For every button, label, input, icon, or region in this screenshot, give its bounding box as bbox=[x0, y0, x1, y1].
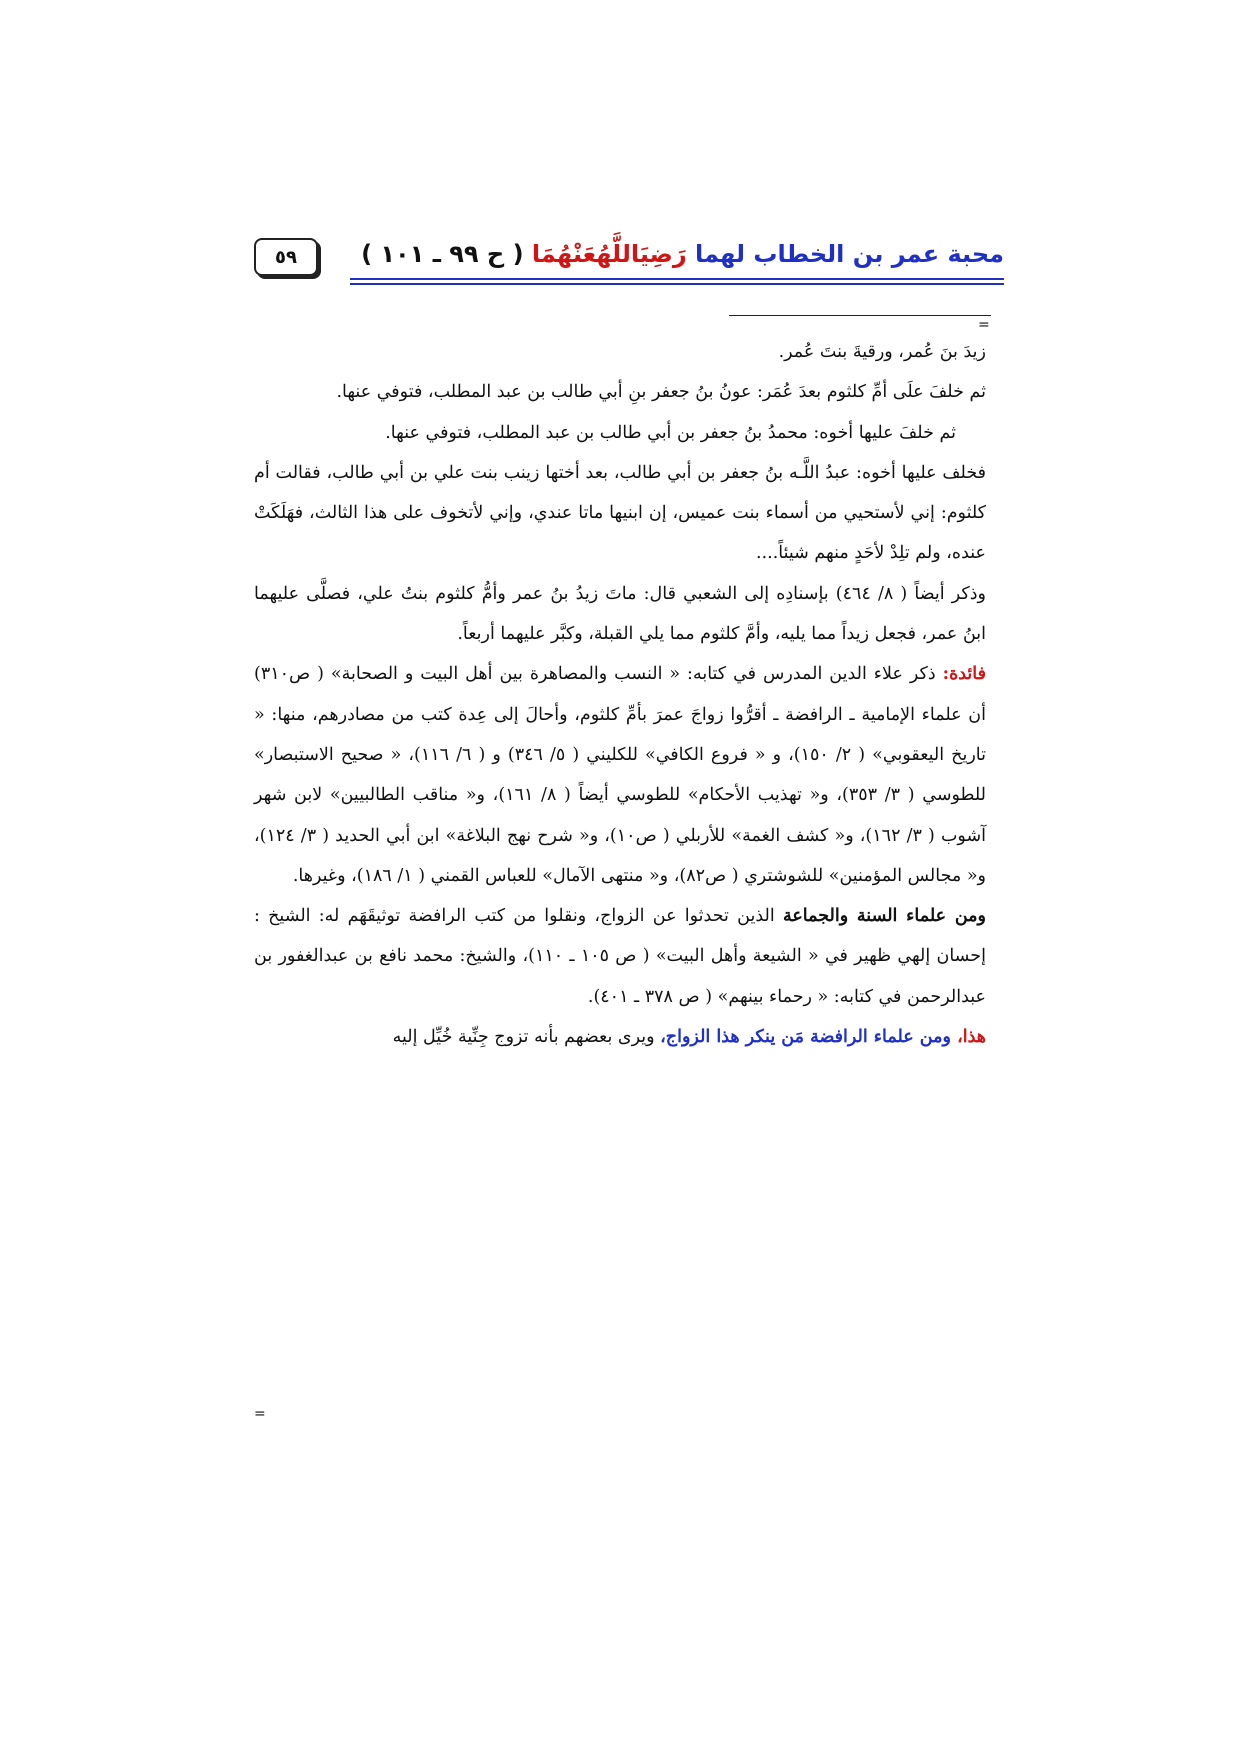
footnote-paragraph: ثم خلفَ علَى أمِّ كلثوم بعدَ عُمَر: عونُ بنُ جعفر بنِ أبي طالب بن عبد المطلب، فتوفي عنها. bbox=[336, 382, 986, 403]
footnote-separator bbox=[729, 315, 991, 316]
hadith-ref: ( ح ٩٩ ـ ١٠١ ) bbox=[361, 240, 524, 268]
hadha-label: هذا، bbox=[957, 1027, 986, 1048]
last-line-text: ويرى بعضهم بأنه تزوج جِنِّية خُيِّل إليه bbox=[392, 1027, 661, 1048]
footnote-paragraph: زيدَ بنَ عُمر، ورقيةَ بنتَ عُمر. bbox=[778, 342, 986, 362]
benefit-text: ذكر علاء الدين المدرس في كتابه: « النسب والمصاهرة بين أهل البيت و الصحابة» ( ص٣١٠) أن علماء الإمامية ـ الرافضة ـ أقرُّوا زواجَ عمرَ بأمِّ كلثوم، وأحالَ إلى عِدة كتب من مصادرهم، منها: « تاريخ اليعقوبي» ( ٢/ ١٥٠)، و « فروع الكافي» للكليني ( ٥/ ٣٤٦) و ( ٦/ ١١٦)، « صحيح الاستبصار» للطوسي ( ٣/ ٣٥٣)، و« تهذيب الأحكام» للطوسي أيضاً ( ٨/ ١٦١)، و« مناقب الطالبيين» لابن شهر آشوب ( ٣/ ١٦٢)، و« كشف الغمة» للأربلي ( ص١٠)، و« شرح نهج البلاغة» ابن أبي الحديد ( ٣/ ١٢٤)، و« مجالس المؤمنين» للشوشتري ( ص٨٢)، و« منتهى الآمال» للعباس القمني ( ١/ ١٨٦)، وغيرها. bbox=[254, 664, 986, 886]
header-rule-top bbox=[350, 278, 1004, 280]
footnote-paragraph: فخلف عليها أخوه: عبدُ اللَّـه بنُ جعفر بن أبي طالب، بعد أختها زينب بنت علي بن أبي طالب، فقالت أم كلثوم: إني لأستحيي من أسماء بنت عميس، إن ابنيها ماتا عندي، وإني لأتخوف على هذا الثالث، فهَلَكَتْ عنده، ولم تلِدْ لأحَدٍ منهم شيئاً.... bbox=[254, 462, 986, 564]
footnote-paragraph bbox=[254, 1017, 986, 1057]
running-title bbox=[361, 234, 1004, 274]
footnote-paragraph: ثم خلفَ عليها أخوه: محمدُ بنُ جعفر بن أبي طالب بن عبد المطلب، فتوفي عنها. bbox=[385, 422, 956, 443]
honorific: رَضِيَاللَّهُعَنْهُمَا bbox=[531, 240, 687, 268]
footnote-paragraph: وذكر أيضاً ( ٨/ ٤٦٤) بإسنادِه إلى الشعبي قال: ماتَ زيدُ بنُ عمر وأمُّ كلثوم بنتُ علي، فصلَّى عليهما ابنُ عمر، فجعل زيداً مما يليه، وأمَّ كلثوم مما يلي القبلة، وكبَّر عليهما أربعاً. bbox=[254, 583, 986, 645]
footnote-body bbox=[254, 332, 986, 1057]
footnote-paragraph bbox=[254, 896, 986, 1017]
rafida-deniers-text: ومن علماء الرافضة مَن ينكر هذا الزواج، bbox=[660, 1027, 958, 1048]
sunni-scholars-label: ومن علماء السنة والجماعة bbox=[782, 906, 986, 927]
header-rule-bottom bbox=[350, 283, 1004, 285]
benefit-label: فائدة: bbox=[942, 664, 986, 685]
continuation-mark-bottom: = bbox=[254, 1406, 266, 1422]
sunni-scholars-text: الذين تحدثوا عن الزواج، ونقلوا من كتب الرافضة توثيقَهَم له: الشيخ : إحسان إلهي ظهير في « الشيعة وأهل البيت» ( ص ١٠٥ ـ ١١٠)، والشيخ: محمد نافع بن عبدالغفور بن عبدالرحمن في كتابه: « رحماء بينهم» ( ص ٣٧٨ ـ ٤٠١). bbox=[254, 906, 986, 1007]
footnote-paragraph bbox=[254, 654, 986, 896]
continuation-mark-top: = bbox=[978, 317, 990, 333]
running-title-main: محبة عمر بن الخطاب لهما bbox=[695, 240, 1004, 268]
page-header bbox=[254, 234, 1004, 290]
page-number: ٥٩ bbox=[254, 238, 318, 276]
